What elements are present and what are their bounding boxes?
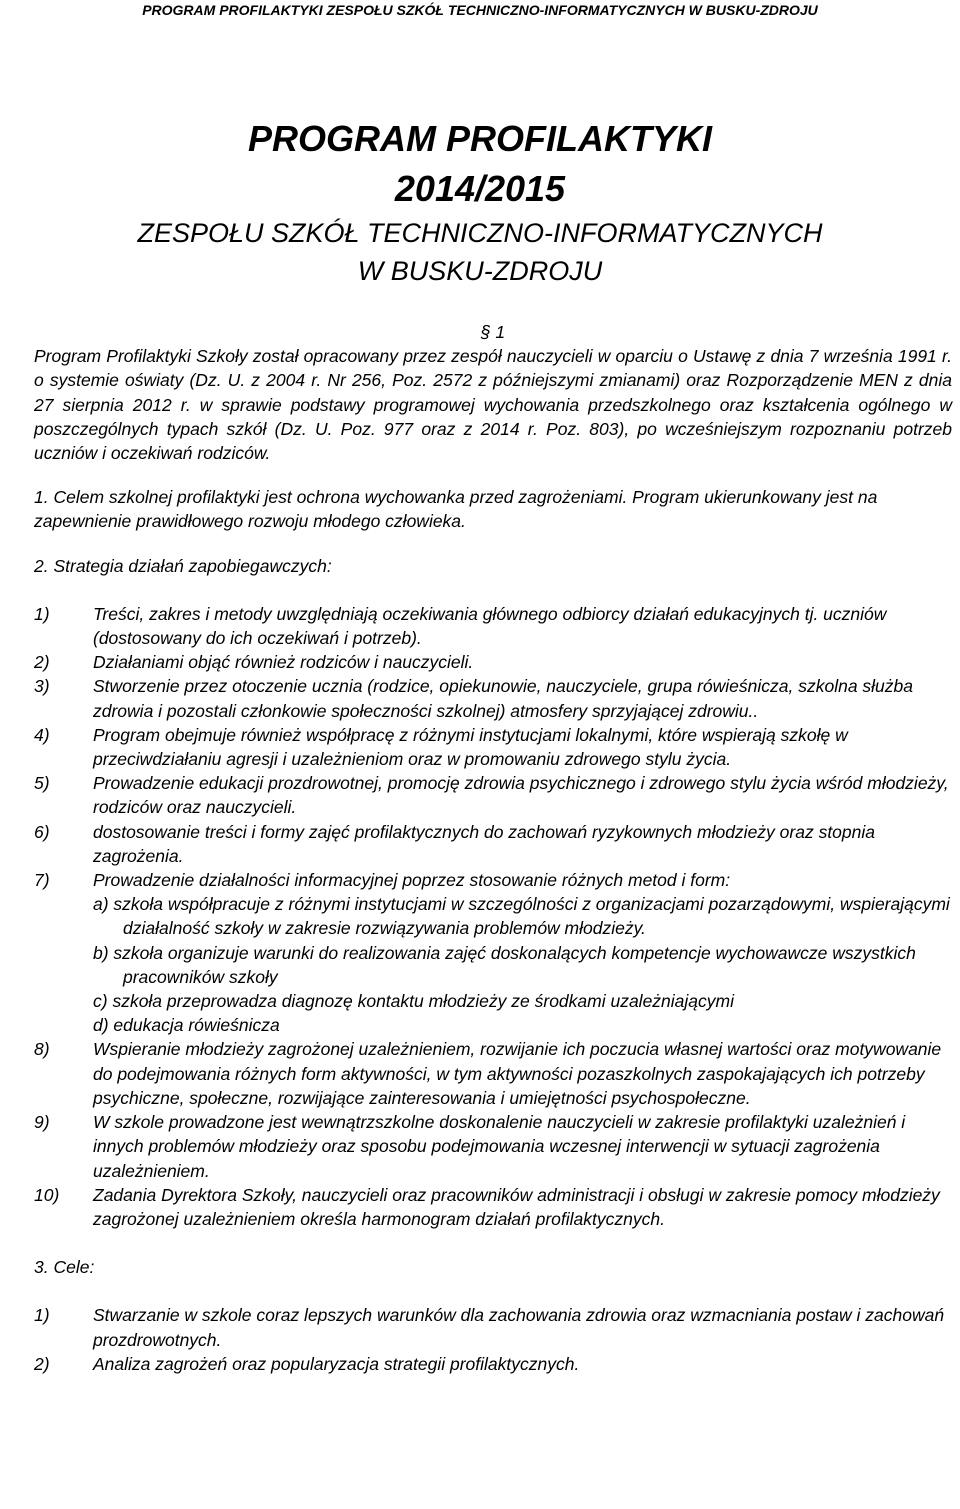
- sub-list-item: d) edukacja rówieśnicza: [93, 1015, 280, 1036]
- point-3-heading: 3. Cele:: [34, 1257, 95, 1278]
- sub-list-item: a) szkoła współpracuje z różnymi instytucjami w szczególności z organizacjami pozarządowymi, wspierającymi działalność szkoły w zakresie rozwiązywania problemów młodzieży.: [93, 894, 950, 939]
- title-line-4: W BUSKU-ZDROJU: [357, 256, 603, 286]
- running-header: PROGRAM PROFILAKTYKI ZESPOŁU SZKÓŁ TECHNICZNO-INFORMATYCZNYCH W BUSKU-ZDROJU: [142, 2, 818, 18]
- list-item: 8) Wspieranie młodzieży zagrożonej uzależnieniem, rozwijanie ich poczucia własnej wartości oraz motywowanie do podejmowania różnych form aktywności, w tym aktywności pozaszkolnych zaspokajających ich potrzeby psychiczne, społeczne, rozwijające zainteresowania i umiejętności psychospołeczne.: [34, 1039, 942, 1108]
- list-item: 7) Prowadzenie działalności informacyjnej poprzez stosowanie różnych metod i form: a) szkoła współpracuje z różnymi instytucjami w szczególności z organizacjami pozarządowymi, wspierającymi działalność szkoły w zakresie rozwiązywania problemów młodzieży. b) szkoła organizuje warunki do realizowania zajęć doskonalących kompetencje wychowawcze wszystkich pracowników szkoły c) szkoła przeprowadza diagnozę kontaktu młodzieży ze środkami uzależniającymi d) edukacja rówieśnicza: [34, 868, 952, 1037]
- list-item: 10) Zadania Dyrektora Szkoły, nauczycieli oraz pracowników administracji i obsługi w zakresie pomocy młodzieży zagrożonej uzależnieniem określa harmonogram działań profilaktycznych.: [34, 1184, 940, 1229]
- sub-list-item: c) szkoła przeprowadza diagnozę kontaktu młodzieży ze środkami uzależniającymi: [93, 991, 734, 1012]
- list-item: 2) Działaniami objąć również rodziców i nauczycieli.: [34, 652, 474, 673]
- strategy-list: [34, 602, 952, 1231]
- list-item: 1) Stwarzanie w szkole coraz lepszych warunków dla zachowania zdrowia oraz wzmacniania postaw i zachowań prozdrowotnych.: [34, 1305, 945, 1350]
- list-item: 1) Treści, zakres i metody uwzględniają oczekiwania głównego odbiorcy działań edukacyjnych tj. uczniów (dostosowany do ich oczekiwań i potrzeb).: [34, 603, 887, 649]
- title-line-2: 2014/2015: [394, 168, 566, 209]
- sub-list-item: b) szkoła organizuje warunki do realizowania zajęć doskonalących kompetencje wychowawcze wszystkich pracowników szkoły: [93, 942, 916, 987]
- intro-paragraph: Program Profilaktyki Szkoły został opracowany przez zespół nauczycieli w oparciu o Ustawę z dnia 7 września 1991 r. o systemie oświaty (Dz. U. z 2004 r. Nr 256, Poz. 2572 z późniejszymi zmianami) oraz Rozporządzenie MEN z dnia 27 sierpnia 2012 r. w sprawie podstawy programowej wychowania przedszkolnego oraz kształcenia ogólnego w poszczególnych typach szkół (Dz. U. Poz. 977 oraz z 2014 r. Poz. 803), po wcześniejszym rozpoznaniu potrzeb uczniów i oczekiwań rodziców.: [34, 346, 952, 464]
- goals-list: [34, 1303, 952, 1376]
- list-item: 5) Prowadzenie edukacji prozdrowotnej, promocję zdrowia psychicznego i zdrowego stylu życia wśród młodzieży, rodziców oraz nauczycieli.: [34, 773, 949, 818]
- section-sign: § 1: [480, 322, 506, 342]
- list-item: 3) Stworzenie przez otoczenie ucznia (rodzice, opiekunowie, nauczyciele, grupa rówieśnicza, szkolna służba zdrowia i pozostali członkowie społeczności szkolnej) atmosfery sprzyjającej zdrowiu..: [34, 676, 914, 721]
- title-line-1: PROGRAM PROFILAKTYKI: [248, 118, 712, 159]
- list-item: 6) dostosowanie treści i formy zajęć profilaktycznych do zachowań ryzykownych młodzieży oraz stopnia zagrożenia.: [34, 821, 875, 866]
- document-body: [34, 320, 952, 1376]
- list-item: 4) Program obejmuje również współpracę z różnymi instytucjami lokalnymi, które wspierają szkołę w przeciwdziałaniu agresji i uzależnieniom oraz w promowaniu zdrowego stylu życia.: [34, 724, 848, 770]
- list-item: 9) W szkole prowadzone jest wewnątrzszkolne doskonalenie nauczycieli w zakresie profilaktyki uzależnień i innych problemów młodzieży oraz sposobu podejmowania wczesnej interwencji w sytuacji zagrożenia uzależnieniem.: [34, 1112, 906, 1181]
- list-item: 2) Analiza zagrożeń oraz popularyzacja strategii profilaktycznych.: [34, 1353, 580, 1374]
- title-line-3: ZESPOŁU SZKÓŁ TECHNICZNO-INFORMATYCZNYCH: [137, 218, 823, 248]
- document-title: [0, 114, 960, 290]
- point-2-heading: 2. Strategia działań zapobiegawczych:: [34, 555, 332, 576]
- item-7-sublist: [93, 892, 952, 1037]
- point-1-paragraph: 1. Celem szkolnej profilaktyki jest ochrona wychowanka przed zagrożeniami. Program ukierunkowany jest na zapewnienie prawidłowego rozwoju młodego człowieka.: [34, 487, 878, 532]
